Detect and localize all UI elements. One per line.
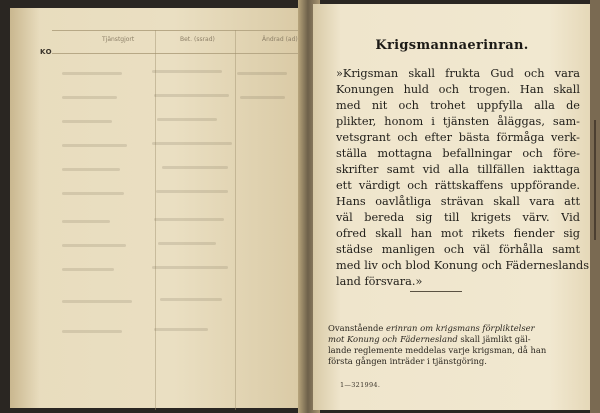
oath-line: väl bereda sig till krigets värv. Vid	[336, 211, 580, 224]
oath-line: Hans oavlåtliga strävan skall vara att	[336, 195, 580, 208]
page-edge-label: KO	[40, 48, 53, 56]
column-header-served: Tjänstgjort	[102, 36, 135, 43]
footnote-line: Ovanstående erinran om krigsmans förpliktelser	[328, 323, 535, 333]
page-stack-edge-shadow	[594, 120, 596, 240]
footnote-line: första gången inträder i tjänstgöring.	[328, 356, 487, 366]
oath-line: »Krigsman skall frukta Gud och vara	[336, 67, 580, 80]
oath-line: land försvara.»	[336, 275, 423, 288]
footnote-line: mot Konung och Fädernesland skall jämlikt gäl-	[328, 334, 531, 344]
separator-rule	[410, 291, 462, 292]
faded-handwriting	[62, 60, 302, 360]
oath-line: städse manligen och väl förhålla samt	[336, 243, 580, 256]
oath-line: med liv och blod Konung och Fäderneslands	[336, 259, 589, 272]
oath-line: plikter, honom i tjänsten åläggas, sam-	[336, 115, 580, 128]
oath-line: Konungen huld och trogen. Han skall	[336, 83, 580, 96]
oath-line: med nit och trohet uppfylla alla de	[336, 99, 580, 112]
column-header-3: Ändrad (ad)	[262, 36, 298, 43]
footnote-line: lande reglemente meddelas varje krigsman, då han	[328, 345, 547, 355]
oath-line: ställa mottagna befallningar och före-	[336, 147, 580, 160]
column-header-2: Bet. (ssrad)	[180, 36, 215, 43]
oath-text	[336, 66, 589, 290]
oath-line: vetsgrant och efter bästa förmåga verk-	[336, 131, 580, 144]
page-title: Krigsmannaerinran.	[375, 38, 529, 53]
oath-line: skrifter samt vid alla tillfällen iakttaga	[336, 163, 580, 176]
service-table-header	[52, 30, 310, 54]
footnote	[328, 323, 582, 367]
left-page	[10, 8, 308, 408]
print-code: 1—321994.	[340, 381, 381, 389]
oath-line: ett värdigt och rättskaffens uppförande.	[336, 179, 580, 192]
oath-line: ofred skall han mot rikets fiender sig	[336, 227, 580, 240]
